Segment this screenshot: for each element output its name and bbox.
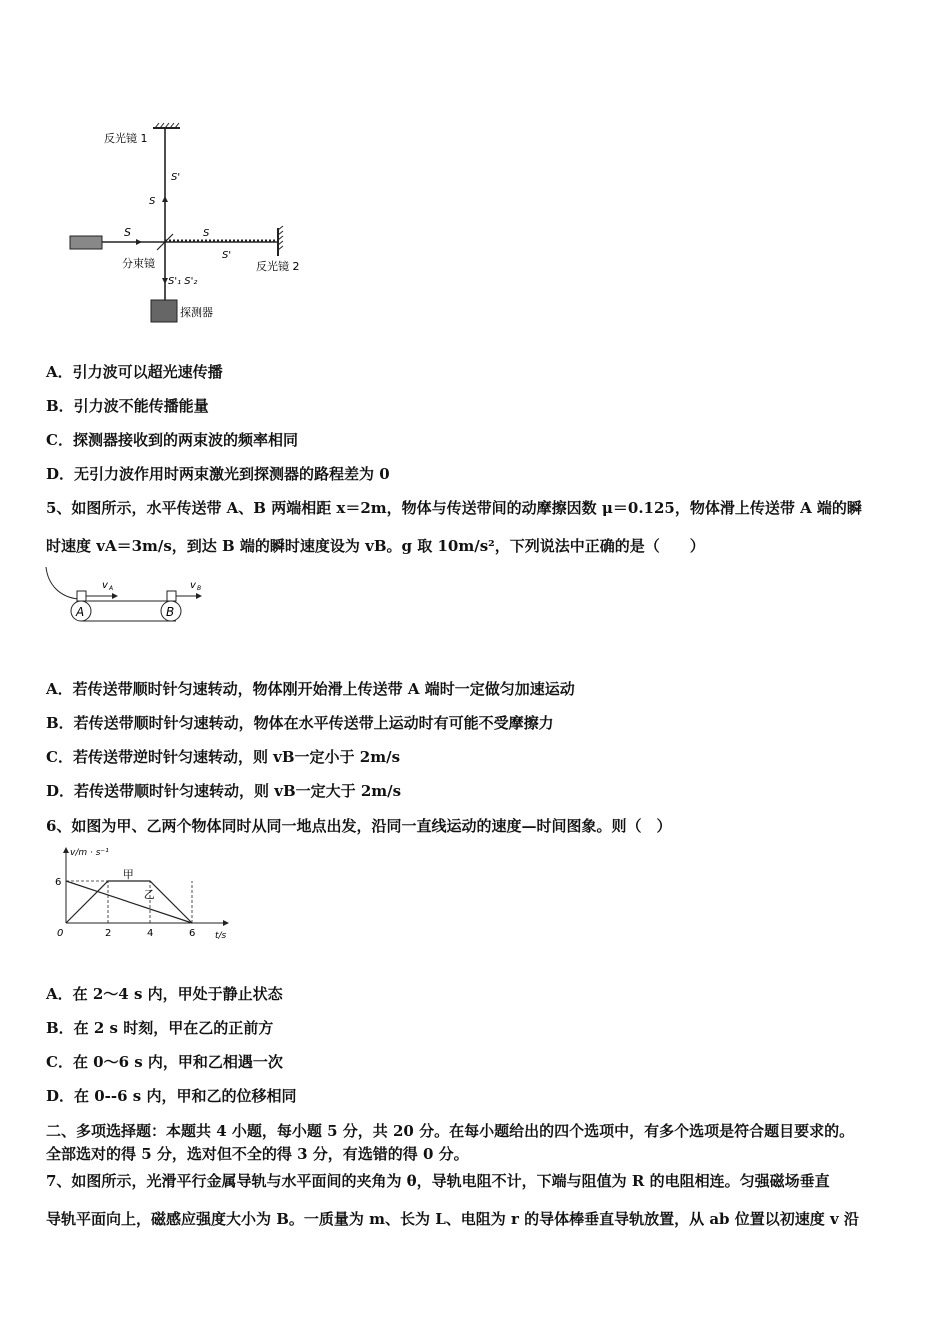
q6-option-c: C．在 0～6 s 内，甲和乙相遇一次 [46,1053,283,1071]
y-axis-arrow [63,847,69,853]
s1s2-label: S'₁ S'₂ [168,276,198,287]
q5-option-c: C．若传送带逆时针匀速转动，则 vB一定小于 2m/s [46,748,401,766]
velocity-time-chart [50,843,250,948]
y-tick-label: 6 [55,877,62,888]
series-line-yi [66,881,192,923]
section2-line1: 二、多项选择题：本题共 4 小题，每小题 5 分，共 20 分。在每小题给出的四个选项中，有多个选项是符合题目要求的。 [46,1122,855,1140]
x-tick-label: 2 [105,928,112,939]
vb-sub: B [197,585,202,592]
x-tick-label: 0 [57,928,64,939]
q6-option-d: D．在 0--6 s 内，甲和乙的位移相同 [46,1087,297,1105]
q6-option-b: B．在 2 s 时刻，甲在乙的正前方 [46,1019,274,1037]
mirror2-label: 反光镜 2 [256,260,300,273]
s1-label: S [149,196,156,207]
q4-option-c: C．探测器接收到的两束波的频率相同 [46,431,298,449]
x-tick-label: 4 [147,928,154,939]
s-label: S [124,226,131,239]
q5-option-d: D．若传送带顺时针匀速转动，则 vB一定大于 2m/s [46,782,402,800]
section2-line2: 全部选对的得 5 分，选对但不全的得 3 分，有选错的得 0 分。 [46,1145,469,1163]
mirror1-label: 反光镜 1 [104,132,148,145]
pulley-a-label: A [76,605,85,619]
pulley-b-label: B [166,605,175,619]
q4-option-a: A．引力波可以超光速传播 [46,363,223,381]
q6-stem: 6、如图为甲、乙两个物体同时从同一地点出发，沿同一直线运动的速度—时间图象。则（ ） [46,817,672,835]
x-axis-label: t/s [215,931,227,941]
s1p-label: S' [171,172,181,183]
interferometer-figure [60,120,320,330]
q7-stem-line2: 导轨平面向上，磁感应强度大小为 B。一质量为 m、长为 L、电阻为 r 的导体棒垂直导轨放置，从 ab 位置以初速度 v 沿 [46,1210,859,1228]
series-label-yi: 乙 [143,887,155,901]
q5-option-a: A．若传送带顺时针匀速转动，物体刚开始滑上传送带 A 端时一定做匀加速运动 [46,680,575,698]
x-axis-arrow [223,920,229,926]
splitter-label: 分束镜 [122,257,155,270]
x-tick-label: 6 [189,928,196,939]
q6-option-a: A．在 2～4 s 内，甲处于静止状态 [46,985,283,1003]
q4-option-b: B．引力波不能传播能量 [46,397,209,415]
conveyor-figure [40,565,230,630]
va-sub: A [109,585,114,592]
detector-label: 探测器 [180,306,213,319]
va-label: v [102,580,108,591]
q5-option-b: B．若传送带顺时针匀速转动，物体在水平传送带上运动时有可能不受摩擦力 [46,714,554,732]
s2-label: S [203,228,210,239]
q5-stem-line2: 时速度 vA＝3m/s，到达 B 端的瞬时速度设为 vB。g 取 10m/s²，下列说法中正确的是（ ） [46,537,705,555]
q7-stem-line1: 7、如图所示，光滑平行金属导轨与水平面间的夹角为 θ，导轨电阻不计，下端与阻值为 R 的电阻相连。匀强磁场垂直 [46,1172,830,1190]
vb-label: v [190,580,196,591]
q4-option-d: D．无引力波作用时两束激光到探测器的路程差为 0 [46,465,390,483]
s2p-label: S' [222,250,232,261]
series-label-jia: 甲 [122,868,134,881]
q5-stem-line1: 5、如图所示，水平传送带 A、B 两端相距 x＝2m，物体与传送带间的动摩擦因数 μ＝0.125，物体滑上传送带 A 端的瞬 [46,499,862,517]
y-axis-label: v/m · s⁻¹ [70,848,109,858]
